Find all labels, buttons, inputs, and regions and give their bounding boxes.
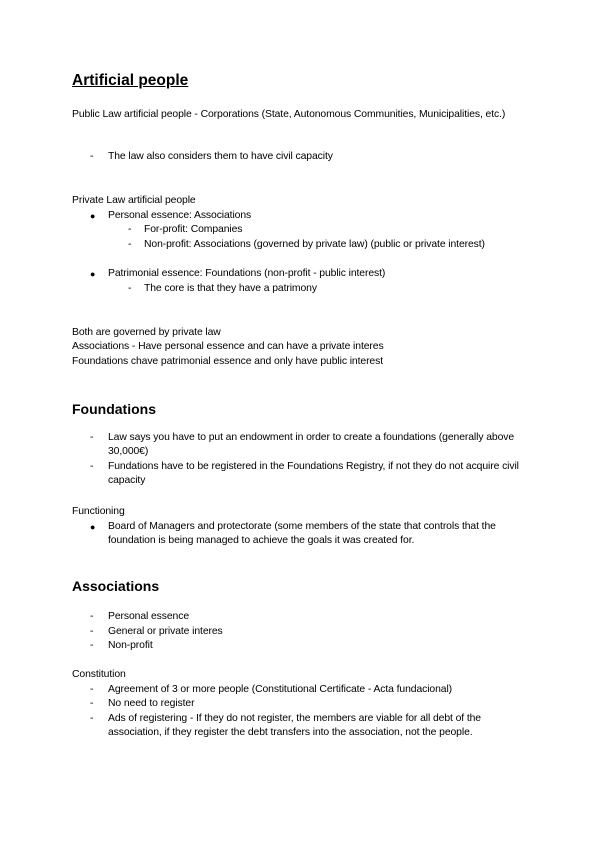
dash-marker: - (90, 713, 94, 724)
dash-marker: - (90, 432, 94, 443)
foundations-item: Fundations have to be registered in the Foundations Registry, if not they do not acquire civil capacity (108, 461, 519, 486)
constitution-item: Agreement of 3 or more people (Constitutional Certificate - Acta fundacional) (108, 684, 453, 695)
dash-marker: - (90, 698, 94, 709)
associations-heading: Associations (72, 578, 160, 594)
dash-marker: - (128, 283, 132, 294)
public-law-item: The law also considers them to have civil capacity (108, 151, 333, 162)
dash-marker: - (90, 461, 94, 472)
dash-marker: - (128, 224, 132, 235)
foundations-item: Law says you have to put an endowment in order to create a foundations (generally above 30,000€) (108, 432, 515, 457)
for-profit-item: For-profit: Companies (144, 224, 243, 235)
page-title: Artificial people (72, 72, 189, 89)
private-law-heading: Private Law artificial people (72, 195, 196, 206)
foundations-heading: Foundations (72, 401, 156, 417)
bullet-marker: ● (90, 269, 96, 279)
dash-marker: - (128, 239, 132, 250)
dash-marker: - (90, 640, 94, 651)
associations-item: Personal essence (108, 611, 189, 622)
bullet-marker: ● (90, 211, 96, 221)
functioning-item: Board of Managers and protectorate (some members of the state that controls that the foundation is being managed to achieve the goals it was created for. (108, 521, 496, 546)
constitution-item: Ads of registering - If they do not register, the members are viable for all debt of the association, if they register the debt transfers into the association, not the people. (108, 713, 481, 738)
summary-line: Both are governed by private law (72, 327, 221, 338)
patrimony-item: The core is that they have a patrimony (144, 283, 317, 294)
summary-line: Associations - Have personal essence and can have a private interes (72, 341, 384, 352)
non-profit-item: Non-profit: Associations (governed by private law) (public or private interest) (144, 239, 485, 250)
constitution-label: Constitution (72, 669, 126, 680)
associations-item: General or private interes (108, 626, 223, 637)
dash-marker: - (90, 611, 94, 622)
bullet-marker: ● (90, 522, 96, 532)
dash-marker: - (90, 684, 94, 695)
functioning-label: Functioning (72, 506, 125, 517)
dash-marker: - (90, 626, 94, 637)
constitution-item: No need to register (108, 698, 195, 709)
patrimonial-essence-item: Patrimonial essence: Foundations (non-profit - public interest) (108, 268, 386, 279)
dash-marker: - (90, 151, 94, 162)
associations-item: Non-profit (108, 640, 153, 651)
summary-line: Foundations chave patrimonial essence and only have public interest (72, 356, 383, 367)
public-law-paragraph: Public Law artificial people - Corporations (State, Autonomous Communities, Municipalities, etc.) (72, 109, 506, 120)
personal-essence-item: Personal essence: Associations (108, 210, 252, 221)
